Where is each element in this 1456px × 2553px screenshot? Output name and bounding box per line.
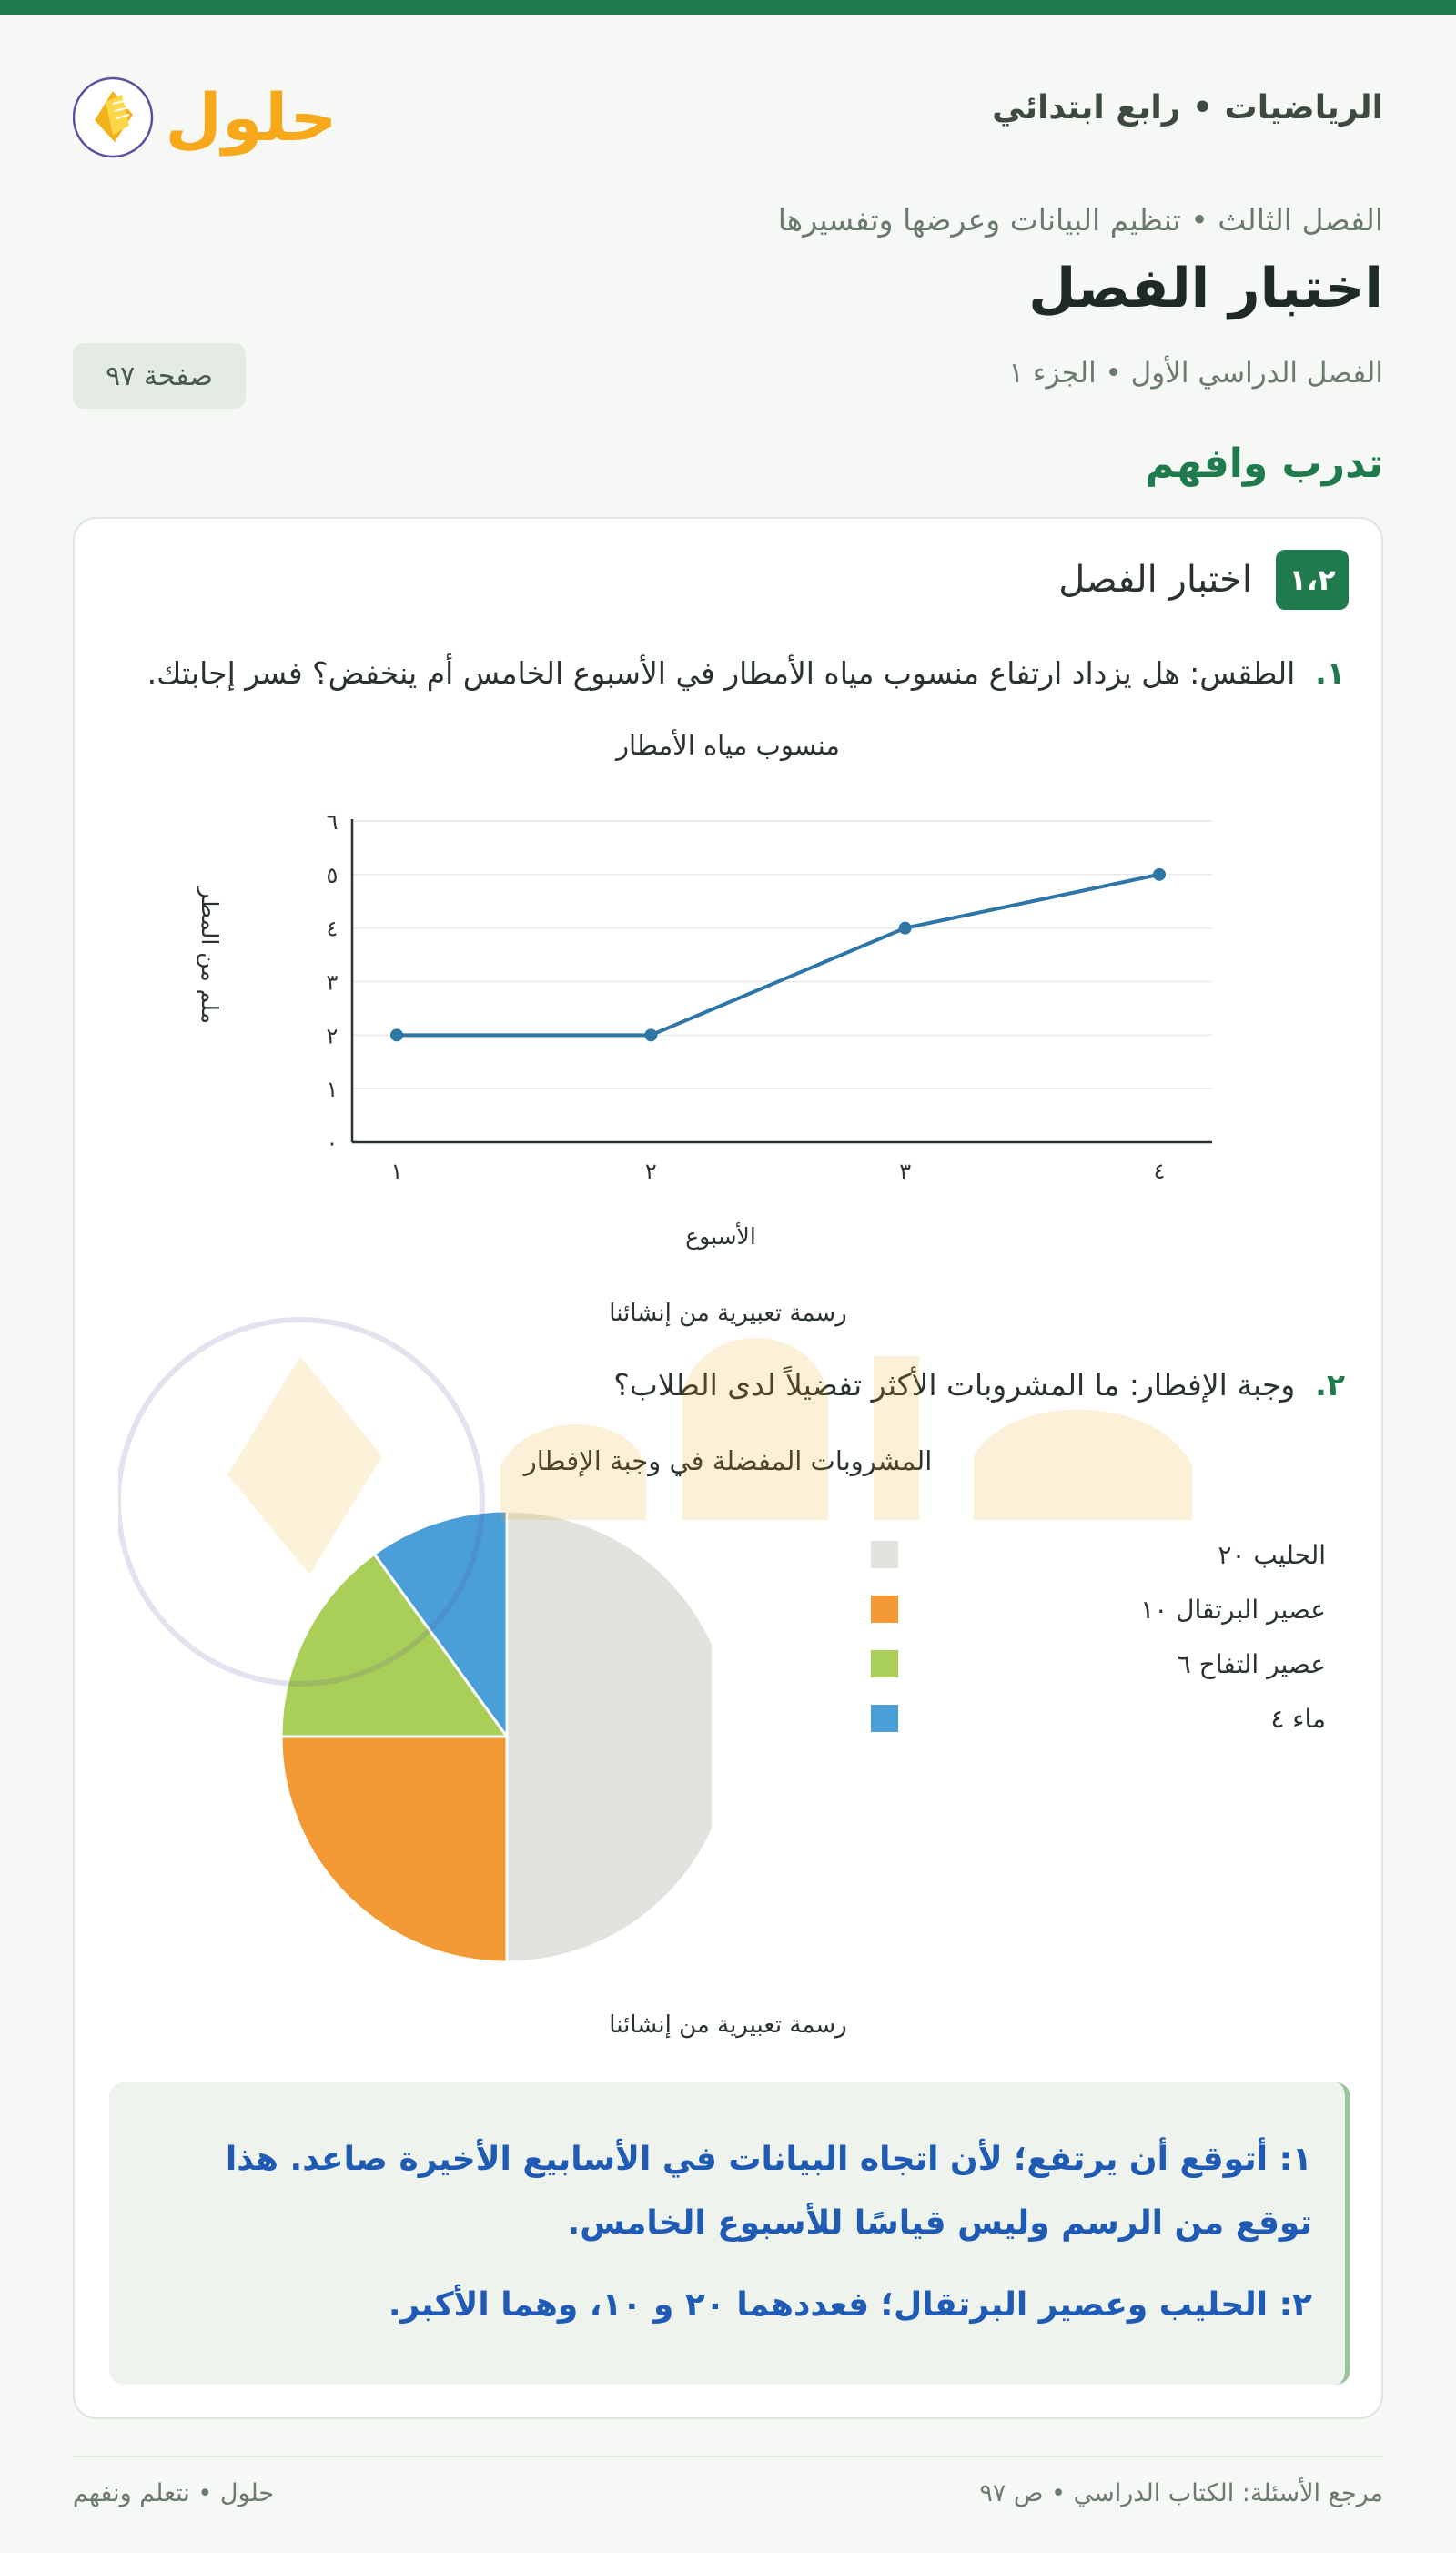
page-title: اختبار الفصل [1028, 257, 1383, 320]
y-tick-label: ٣ [326, 969, 339, 996]
line-chart-caption: رسمة تعبيرية من إنشائنا [609, 1300, 847, 1327]
y-tick-label: ٥ [326, 862, 339, 888]
data-point [1153, 868, 1166, 881]
series-line [397, 875, 1159, 1036]
y-axis-label: ملم من المطر [197, 887, 223, 1024]
line-chart-title: منسوب مياه الأمطار [616, 730, 840, 761]
legend-swatch [871, 1541, 898, 1568]
page-header [73, 55, 1383, 164]
legend-swatch [871, 1705, 898, 1732]
legend-swatch [871, 1596, 898, 1623]
question-number: ١. [1315, 655, 1345, 691]
x-tick-label: ٣ [899, 1159, 912, 1184]
x-axis-label: الأسبوع [685, 1223, 756, 1250]
y-tick-label: ٢ [326, 1023, 339, 1049]
legend-label: ماء ٤ [1270, 1703, 1326, 1734]
y-tick-label: ٠ [326, 1130, 339, 1156]
y-tick-label: ٤ [326, 916, 339, 942]
pie-chart [75, 1511, 712, 1984]
hulul-logo[interactable] [73, 55, 337, 164]
question-number: ٢. [1315, 1367, 1345, 1403]
x-tick-label: ١ [390, 1159, 403, 1184]
subject-label: الرياضيات • رابع ابتدائي [992, 89, 1383, 127]
exercise-card [73, 517, 1383, 2419]
card-title: اختبار الفصل [1058, 559, 1252, 601]
top-accent-bar [0, 0, 1456, 15]
x-tick-label: ٤ [1153, 1159, 1166, 1184]
page-number-badge: صفحة ٩٧ [73, 343, 246, 409]
pie-chart-title: المشروبات المفضلة في وجبة الإفطار [523, 1445, 933, 1476]
logo-text: حلول [165, 79, 337, 156]
legend-item [871, 1636, 1326, 1691]
legend-item [871, 1527, 1326, 1582]
legend-label: الحليب ٢٠ [1218, 1539, 1326, 1570]
line-chart [75, 783, 1383, 1292]
answer-2: ٢: الحليب وعصير البرتقال؛ فعددهما ٢٠ و ١٠، وهما الأكبر. [388, 2286, 1312, 2324]
footer-brand: حلول • نتعلم ونفهم [73, 2479, 275, 2507]
semester-label: الفصل الدراسي الأول • الجزء ١ [1008, 357, 1383, 390]
question-text: الطقس: هل يزداد ارتفاع منسوب مياه الأمطار في الأسبوع الخامس أم ينخفض؟ فسر إجابتك. [147, 655, 1296, 691]
data-point [390, 1028, 403, 1041]
pie-legend [871, 1527, 1326, 1746]
x-tick-label: ٢ [644, 1159, 657, 1184]
pie-chart-caption: رسمة تعبيرية من إنشائنا [609, 2011, 847, 2039]
answer-box [109, 2082, 1350, 2385]
legend-swatch [871, 1650, 898, 1677]
chapter-label: الفصل الثالث • تنظيم البيانات وعرضها وتفسيرها [777, 202, 1383, 238]
card-header [1058, 550, 1349, 610]
y-tick-label: ٦ [326, 809, 339, 835]
question-1 [147, 655, 1345, 691]
legend-label: عصير البرتقال ١٠ [1140, 1594, 1326, 1625]
legend-item [871, 1582, 1326, 1636]
legend-label: عصير التفاح ٦ [1177, 1648, 1326, 1679]
footer-divider [73, 2456, 1383, 2457]
pie-slice [281, 1737, 507, 1962]
pie-slice [507, 1511, 712, 1962]
lesson-number-badge: ١،٢ [1276, 550, 1349, 610]
answer-1: ١: أتوقع أن يرتفع؛ لأن اتجاه البيانات في الأسابيع الأخيرة صاعد. هذا توقع من الرسم وليس قياسًا للأسبوع الخامس. [225, 2141, 1312, 2242]
y-tick-label: ١ [326, 1077, 339, 1103]
legend-item [871, 1691, 1326, 1746]
question-2 [613, 1367, 1345, 1403]
footer-reference: مرجع الأسئلة: الكتاب الدراسي • ص ٩٧ [979, 2479, 1383, 2507]
question-text: وجبة الإفطار: ما المشروبات الأكثر تفضيلاً لدى الطلاب؟ [613, 1367, 1296, 1403]
data-point [644, 1028, 657, 1041]
data-point [899, 922, 912, 935]
section-heading: تدرب وافهم [1145, 441, 1383, 487]
